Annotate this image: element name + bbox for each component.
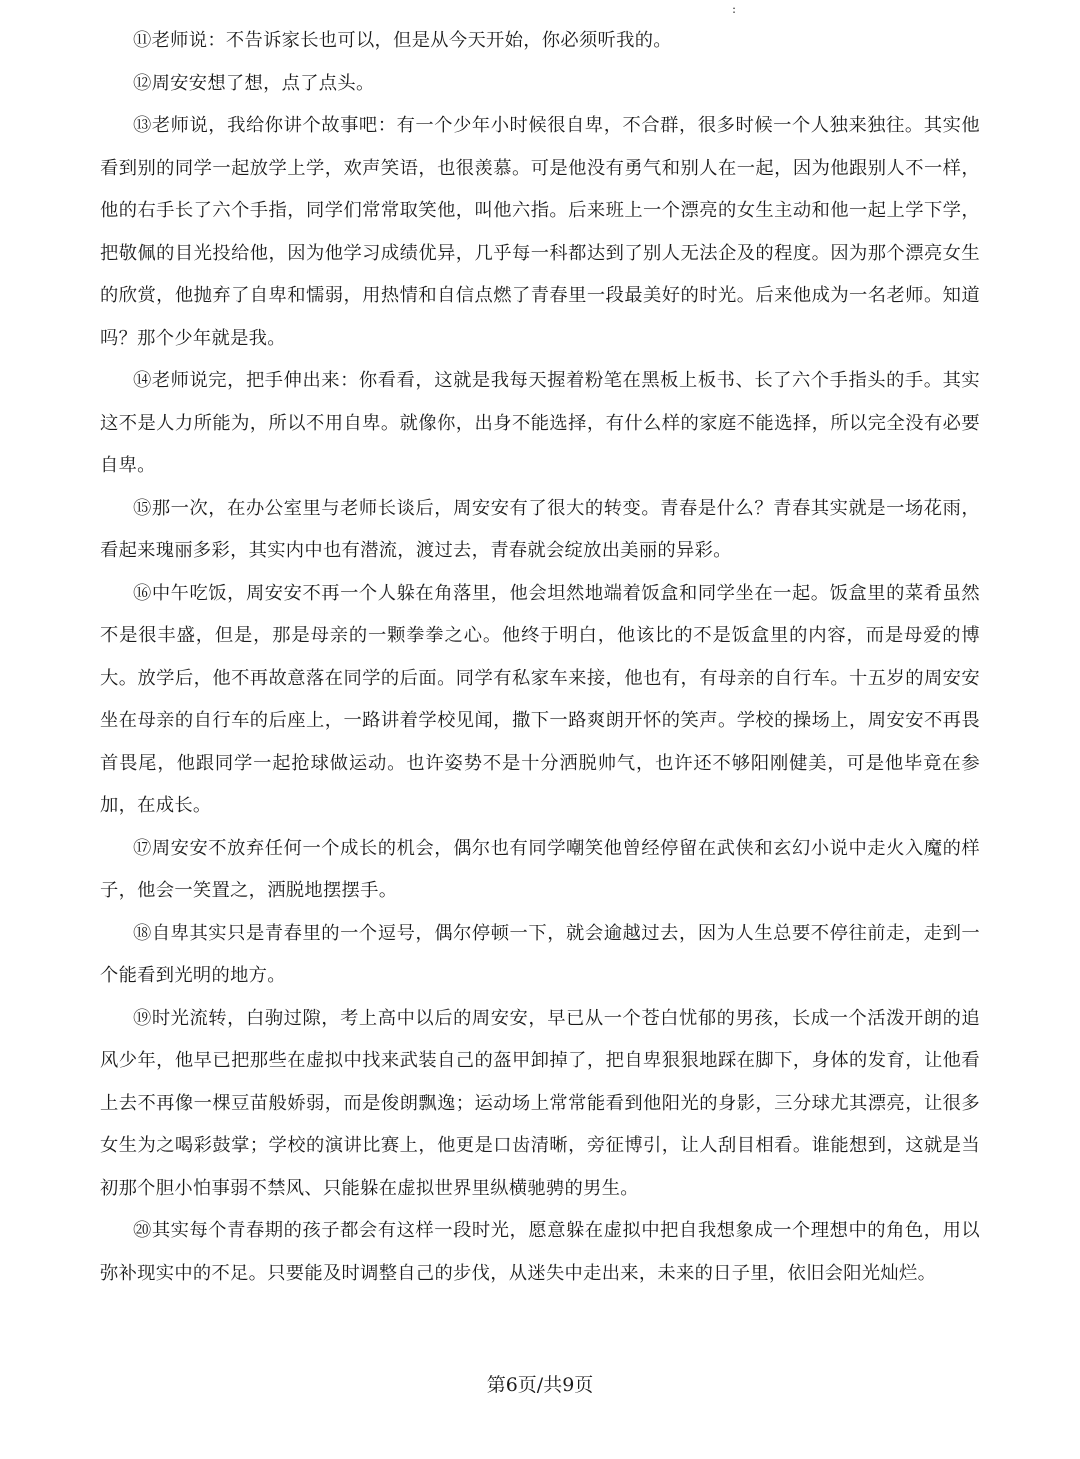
paragraph-20: ⑳其实每个青春期的孩子都会有这样一段时光，愿意躲在虚拟中把自我想象成一个理想中的角色，用以弥补现实中的不足。只要能及时调整自己的步伐，从迷失中走出来，未来的日子里，依旧会阳光灿烂。 [100, 1220, 980, 1284]
paragraph-17: ⑰周安安不放弃任何一个成长的机会，偶尔也有同学嘲笑他曾经停留在武侠和玄幻小说中走火入魔的样子，他会一笑置之，洒脱地摆摆手。 [100, 837, 980, 901]
page-number-footer: 第6页/共9页 [486, 1374, 594, 1396]
paragraph-13: ⑬老师说，我给你讲个故事吧：有一个少年小时候很自卑，不合群，很多时候一个人独来独往。其实他看到别的同学一起放学上学，欢声笑语，也很羡慕。可是他没有勇气和别人在一起，因为他跟别人不一样，他的右手长了六个手指，同学们常常取笑他，叫他六指。后来班上一个漂亮的女生主动和他一起上学下学，把敬佩的目光投给他，因为他学习成绩优异，几乎每一科都达到了别人无法企及的程度。因为那个漂亮女生的欣赏，他抛弃了自卑和懦弱，用热情和自信点燃了青春里一段最美好的时光。后来他成为一名老师。知道吗？那个少年就是我。 [100, 115, 980, 349]
paragraph-12: ⑫周安安想了想，点了点头。 [133, 72, 375, 94]
article-body [100, 20, 980, 1295]
paragraph-19: ⑲时光流转，白驹过隙，考上高中以后的周安安，早已从一个苍白忧郁的男孩，长成一个活泼开朗的追风少年，他早已把那些在虚拟中找来武装自己的盔甲卸掉了，把自卑狠狠地踩在脚下，身体的发育，让他看上去不再像一棵豆苗般娇弱，而是俊朗飘逸；运动场上常常能看到他阳光的身影，三分球尤其漂亮，让很多女生为之喝彩鼓掌；学校的演讲比赛上，他更是口齿清晰，旁征博引，让人刮目相看。谁能想到，这就是当初那个胆小怕事弱不禁风、只能躲在虚拟世界里纵横驰骋的男生。 [100, 1007, 980, 1199]
paragraph-14: ⑭老师说完，把手伸出来：你看看，这就是我每天握着粉笔在黑板上板书、长了六个手指头的手。其实这不是人力所能为，所以不用自卑。就像你，出身不能选择，有什么样的家庭不能选择，所以完全没有必要自卑。 [100, 370, 980, 476]
top-mark: : [732, 2, 737, 16]
paragraph-16: ⑯中午吃饭，周安安不再一个人躲在角落里，他会坦然地端着饭盒和同学坐在一起。饭盒里的菜肴虽然不是很丰盛，但是，那是母亲的一颗拳拳之心。他终于明白，他该比的不是饭盒里的内容，而是母爱的博大。放学后，他不再故意落在同学的后面。同学有私家车来接，他也有，有母亲的自行车。十五岁的周安安坐在母亲的自行车的后座上，一路讲着学校见闻，撒下一路爽朗开怀的笑声。学校的操场上，周安安不再畏首畏尾，他跟同学一起抢球做运动。也许姿势不是十分洒脱帅气，也许还不够阳刚健美，可是他毕竟在参加，在成长。 [100, 582, 980, 816]
paragraph-15: ⑮那一次，在办公室里与老师长谈后，周安安有了很大的转变。青春是什么？青春其实就是一场花雨，看起来瑰丽多彩，其实内中也有潜流，渡过去，青春就会绽放出美丽的异彩。 [100, 497, 980, 561]
paragraph-18: ⑱自卑其实只是青春里的一个逗号，偶尔停顿一下，就会逾越过去，因为人生总要不停往前走，走到一个能看到光明的地方。 [100, 922, 980, 986]
paragraph-11: ⑪老师说：不告诉家长也可以，但是从今天开始，你必须听我的。 [133, 30, 672, 51]
